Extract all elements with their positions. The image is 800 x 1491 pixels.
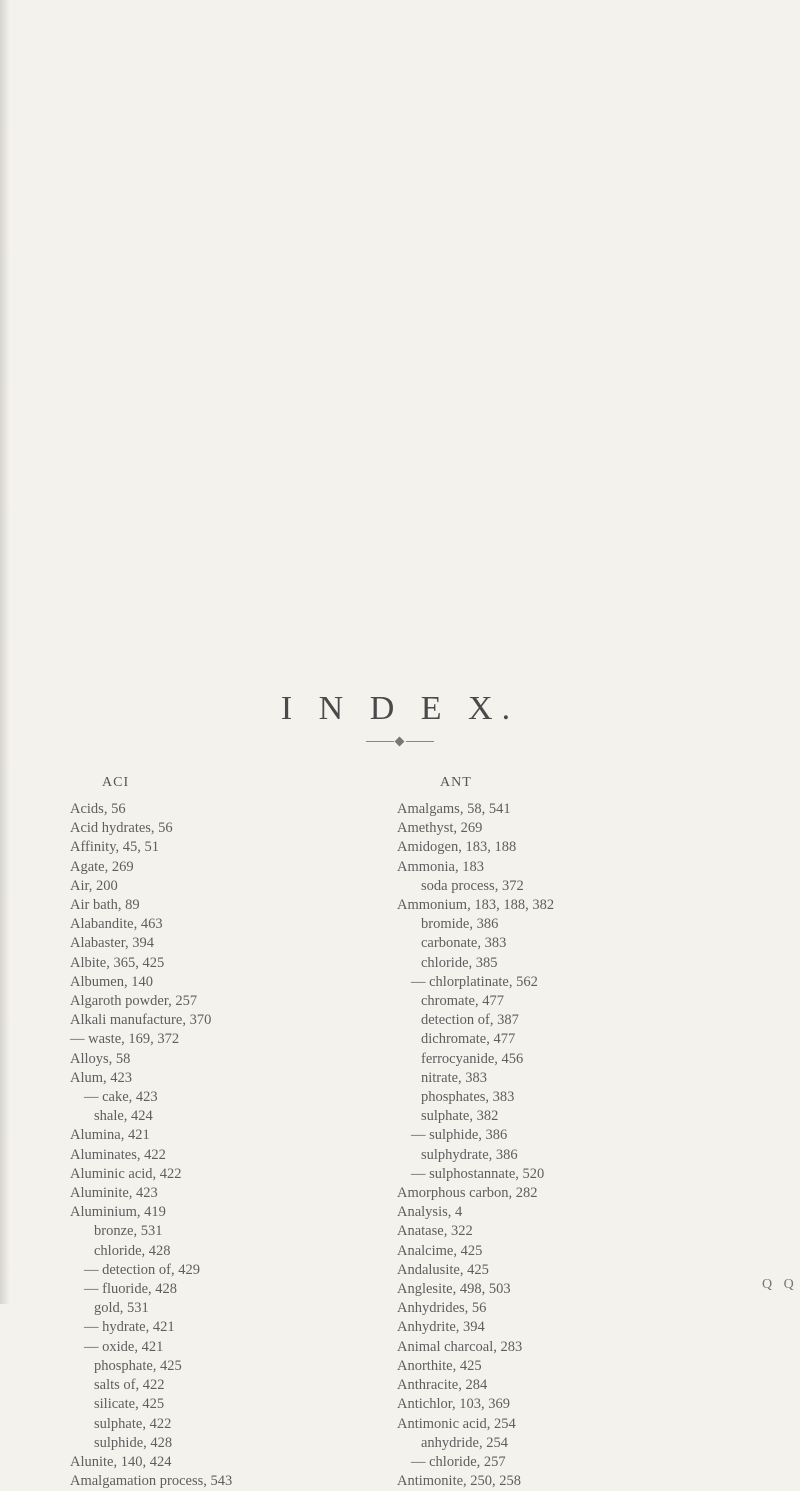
index-entry: carbonate, 383 [421, 935, 507, 952]
index-entry: Alumina, 421 [70, 1127, 150, 1144]
index-entry: salts of, 422 [94, 1377, 165, 1394]
index-entry: — oxide, 421 [84, 1338, 164, 1355]
index-entry: bromide, 386 [421, 916, 499, 933]
index-entry: Aluminium, 419 [70, 1204, 166, 1221]
index-entry: Acid hydrates, 56 [70, 820, 173, 837]
index-entry: Anatase, 322 [397, 1223, 473, 1240]
index-entry: Analysis, 4 [397, 1204, 463, 1221]
index-entry: Amalgams, 58, 541 [397, 801, 511, 817]
index-entry: Affinity, 45, 51 [70, 839, 160, 856]
index-entry: Amidogen, 183, 188 [397, 839, 517, 856]
page-title: I N D E X. [280, 690, 520, 727]
index-entry: Anglesite, 498, 503 [397, 1281, 511, 1298]
index-entry: Alum, 423 [70, 1069, 133, 1086]
index-entry: sulphydrate, 386 [421, 1146, 518, 1163]
left-column-header: ACI [102, 775, 130, 790]
index-entry: Albumen, 140 [70, 973, 153, 990]
index-entry: soda process, 372 [421, 877, 524, 894]
index-entry: Agate, 269 [70, 858, 134, 875]
index-entry: Amalgamation process, 543 [70, 1473, 233, 1490]
index-entry: Alkali manufacture, 370 [70, 1012, 212, 1029]
right-index-column [397, 800, 727, 1491]
index-entry: — sulphostannate, 520 [411, 1165, 545, 1182]
index-entry: shale, 424 [94, 1108, 153, 1125]
index-entry: gold, 531 [94, 1300, 149, 1317]
index-entry: sulphide, 428 [94, 1434, 173, 1451]
ornament-line-left [366, 741, 394, 742]
index-entry: — hydrate, 421 [84, 1319, 175, 1336]
index-entry: — sulphide, 386 [411, 1127, 508, 1144]
index-entry: Air bath, 89 [70, 897, 140, 914]
index-entry: anhydride, 254 [421, 1434, 508, 1451]
index-entry: — chlorplatinate, 562 [411, 973, 538, 990]
index-entry: Antichlor, 103, 369 [397, 1396, 510, 1413]
index-entry: bronze, 531 [94, 1223, 163, 1240]
signature-mark: Q Q [762, 1277, 798, 1292]
left-index-column [70, 800, 390, 1491]
index-entry: Alabandite, 463 [70, 916, 163, 933]
index-entry: — detection of, 429 [84, 1261, 200, 1278]
index-entry: Antimonite, 250, 258 [397, 1473, 522, 1490]
index-entry: — chloride, 257 [411, 1453, 506, 1470]
index-entry: Albite, 365, 425 [70, 954, 165, 971]
index-entry: silicate, 425 [94, 1396, 165, 1413]
index-entry: Air, 200 [70, 877, 118, 894]
index-entry: sulphate, 422 [94, 1415, 172, 1432]
index-entry: phosphates, 383 [421, 1089, 515, 1106]
index-entry: Aluminates, 422 [70, 1146, 166, 1163]
index-entry: Amethyst, 269 [397, 820, 483, 837]
index-entry: sulphate, 382 [421, 1108, 499, 1125]
index-entry: Alunite, 140, 424 [70, 1453, 172, 1470]
index-entry: Anhydrite, 394 [397, 1319, 485, 1336]
index-entry: Analcime, 425 [397, 1242, 483, 1259]
index-entry: Andalusite, 425 [397, 1261, 489, 1278]
index-entry: Amorphous carbon, 282 [397, 1185, 538, 1202]
binding-edge [0, 0, 10, 1304]
index-entry: Anthracite, 284 [397, 1377, 488, 1394]
index-entry: chloride, 385 [421, 954, 498, 971]
index-entry: Antimonic acid, 254 [397, 1415, 516, 1432]
index-entry: dichromate, 477 [421, 1031, 516, 1048]
ornament-line-right [406, 741, 434, 742]
diamond-icon [395, 737, 405, 747]
index-entry: chloride, 428 [94, 1242, 171, 1259]
index-entry: Ammonia, 183 [397, 858, 484, 875]
index-entry: nitrate, 383 [421, 1069, 488, 1086]
index-entry: Aluminic acid, 422 [70, 1165, 182, 1182]
index-entry: Acids, 56 [70, 801, 126, 817]
index-entry: phosphate, 425 [94, 1357, 182, 1374]
index-entry: Aluminite, 423 [70, 1185, 158, 1202]
index-entry: — waste, 169, 372 [70, 1031, 180, 1048]
index-entry: detection of, 387 [421, 1012, 519, 1029]
index-entry: Ammonium, 183, 188, 382 [397, 897, 555, 914]
index-entry: Alabaster, 394 [70, 935, 154, 952]
index-entry: Anhydrides, 56 [397, 1300, 487, 1317]
ornament-divider [366, 738, 434, 746]
index-entry: ferrocyanide, 456 [421, 1050, 524, 1067]
index-entry: Algaroth powder, 257 [70, 993, 198, 1010]
index-entry: Anorthite, 425 [397, 1357, 482, 1374]
index-entry: — cake, 423 [84, 1089, 158, 1106]
index-entry: — fluoride, 428 [84, 1281, 178, 1298]
right-column-header: ANT [440, 775, 472, 790]
index-entry: Alloys, 58 [70, 1050, 131, 1067]
index-entry: chromate, 477 [421, 993, 504, 1010]
index-entry: Animal charcoal, 283 [397, 1338, 523, 1355]
